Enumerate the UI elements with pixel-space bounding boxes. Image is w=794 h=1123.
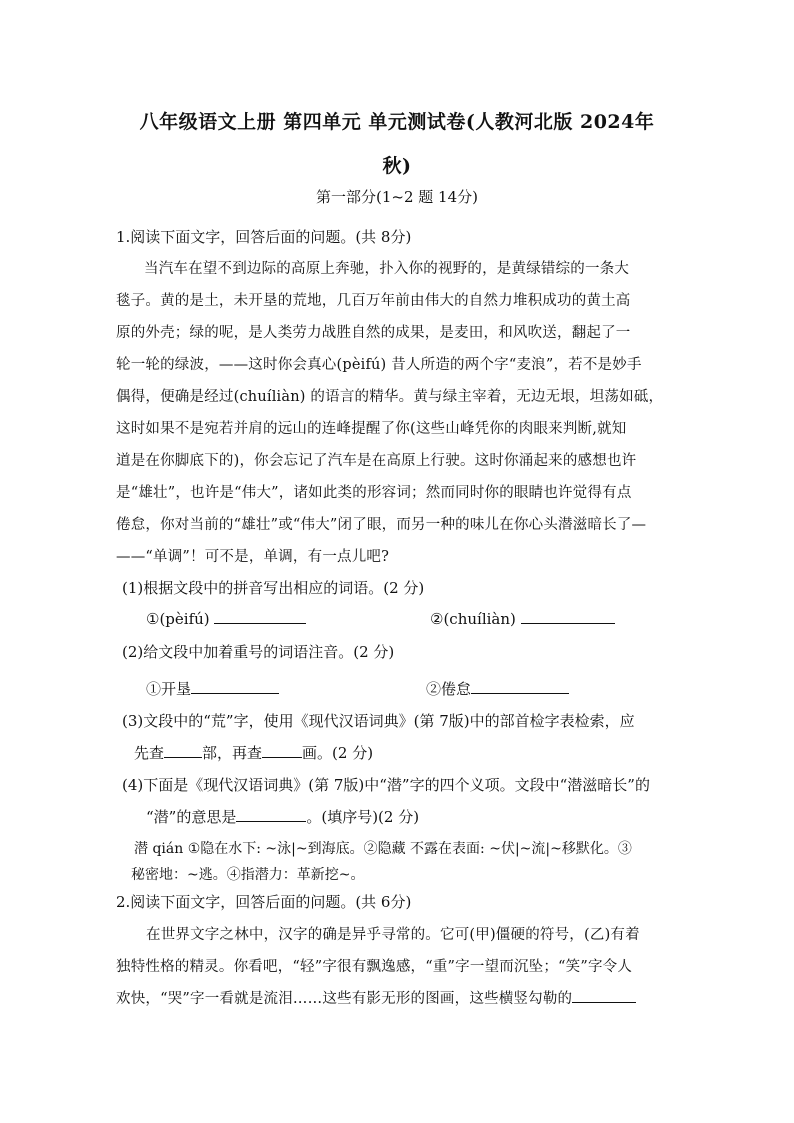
answer-blank[interactable] <box>191 679 279 694</box>
subquestion-4-continuation <box>146 806 419 827</box>
exam-title-line-1: 八年级语文上册 第四单元 单元测试卷(人教河北版 2024年 <box>139 111 655 133</box>
passage-1-line: 倦怠，你对当前的“雄壮”或“伟大”闭了眼，而另一种的味儿在你心头潜滋暗长了— <box>116 517 647 533</box>
text-fragment: 部，再查 <box>202 744 263 762</box>
passage-1-line: 当汽车在望不到边际的高原上奔驰，扑入你的视野的，是黄绿错综的一条大 <box>144 261 630 277</box>
subquestion-3-stem: (3)文段中的“荒”字，使用《现代汉语词典》(第 7版)中的部首检字表检索，应 <box>122 712 635 730</box>
passage-1-line: ——“单调”！可不是，单调，有一点儿吧? <box>116 549 390 565</box>
passage-2-line <box>116 987 636 1008</box>
subquestion-3-continuation <box>134 742 373 763</box>
item-b-label: ②(chuíliàn) <box>430 610 516 628</box>
answer-blank[interactable] <box>572 988 636 1003</box>
item-a-label: ①开垦 <box>146 680 192 698</box>
passage-1-line: 道是在你脚底下的)，你会忘记了汽车是在高原上行驶。这时你涌起来的感想也许 <box>116 453 637 469</box>
passage-1-line: 这时如果不是宛若并肩的远山的连峰提醒了你(这些山峰凭你的肉眼来判断,就知 <box>116 421 627 437</box>
answer-blank[interactable] <box>164 743 202 758</box>
passage-1-line: 毯子。黄的是土，未开垦的荒地，几百万年前由伟大的自然力堆积成功的黄土高 <box>116 293 631 309</box>
text-fragment: 画。(2 分) <box>302 744 374 762</box>
answer-blank[interactable] <box>471 679 569 694</box>
item-a-label: ①(pèifú) <box>146 610 210 628</box>
subquestion-2-item-b <box>426 678 569 699</box>
passage-2-line: 在世界文字之林中，汉字的确是异乎寻常的。它可(甲)僵硬的符号，(乙)有着 <box>146 927 640 943</box>
subquestion-2-item-a <box>146 678 279 699</box>
passage-2-line: 独特性格的精灵。你看吧，“轻”字很有飘逸感，“重”字一望而沉坠；“笑”字令人 <box>116 959 633 975</box>
answer-blank[interactable] <box>214 609 306 624</box>
exam-title-line-2: 秋) <box>382 155 412 177</box>
answer-blank[interactable] <box>236 807 306 822</box>
text-fragment: 。(填序号)(2 分) <box>306 808 420 826</box>
text-fragment: 欢快，“哭”字一看就是流泪……这些有影无形的图画，这些横竖勾勒的 <box>116 991 573 1007</box>
passage-1-line: 偶得，便确是经过(chuíliàn) 的语言的精华。黄与绿主宰着，无边无垠，坦荡如砥， <box>116 389 664 405</box>
question-2-stem: 2.阅读下面文字，回答后面的问题。(共 6分) <box>116 893 412 911</box>
part-heading: 第一部分(1~2 题 14分) <box>316 188 478 206</box>
dictionary-entry-line-1: 潜 qián ①隐在水下: ~泳|~到海底。②隐藏 不露在表面: ~伏|~流|~移默化。③ <box>134 841 632 857</box>
subquestion-2-stem: (2)给文段中加着重号的词语注音。(2 分) <box>122 643 395 661</box>
subquestion-1-item-a <box>146 609 306 628</box>
subquestion-1-item-b <box>430 609 615 628</box>
text-fragment: 先查 <box>134 744 165 762</box>
passage-1-line: 是“雄壮”，也许是“伟大”，诸如此类的形容词；然而同时你的眼睛也许觉得有点 <box>116 485 632 501</box>
item-b-label: ②倦怠 <box>426 680 472 698</box>
answer-blank[interactable] <box>521 609 615 624</box>
exam-title <box>110 100 684 188</box>
question-1-stem: 1.阅读下面文字，回答后面的问题。(共 8分) <box>116 228 412 246</box>
text-fragment: “潜”的意思是 <box>146 808 237 826</box>
subquestion-4-stem: (4)下面是《现代汉语词典》(第 7版)中“潜”字的四个义项。文段中“潜滋暗长”的 <box>122 776 650 794</box>
dictionary-entry-line-2: 秘密地：~逃。④指潜力：革新挖~。 <box>131 867 365 883</box>
answer-blank[interactable] <box>262 743 302 758</box>
passage-1-line: 原的外壳；绿的呢，是人类劳力战胜自然的成果，是麦田，和风吹送，翻起了一 <box>116 325 631 341</box>
subquestion-1-stem: (1)根据文段中的拼音写出相应的词语。(2 分) <box>122 579 425 597</box>
passage-1-line: 轮一轮的绿波，——这时你会真心(pèifú) 昔人所造的两个字“麦浪”，若不是妙手 <box>116 357 642 373</box>
